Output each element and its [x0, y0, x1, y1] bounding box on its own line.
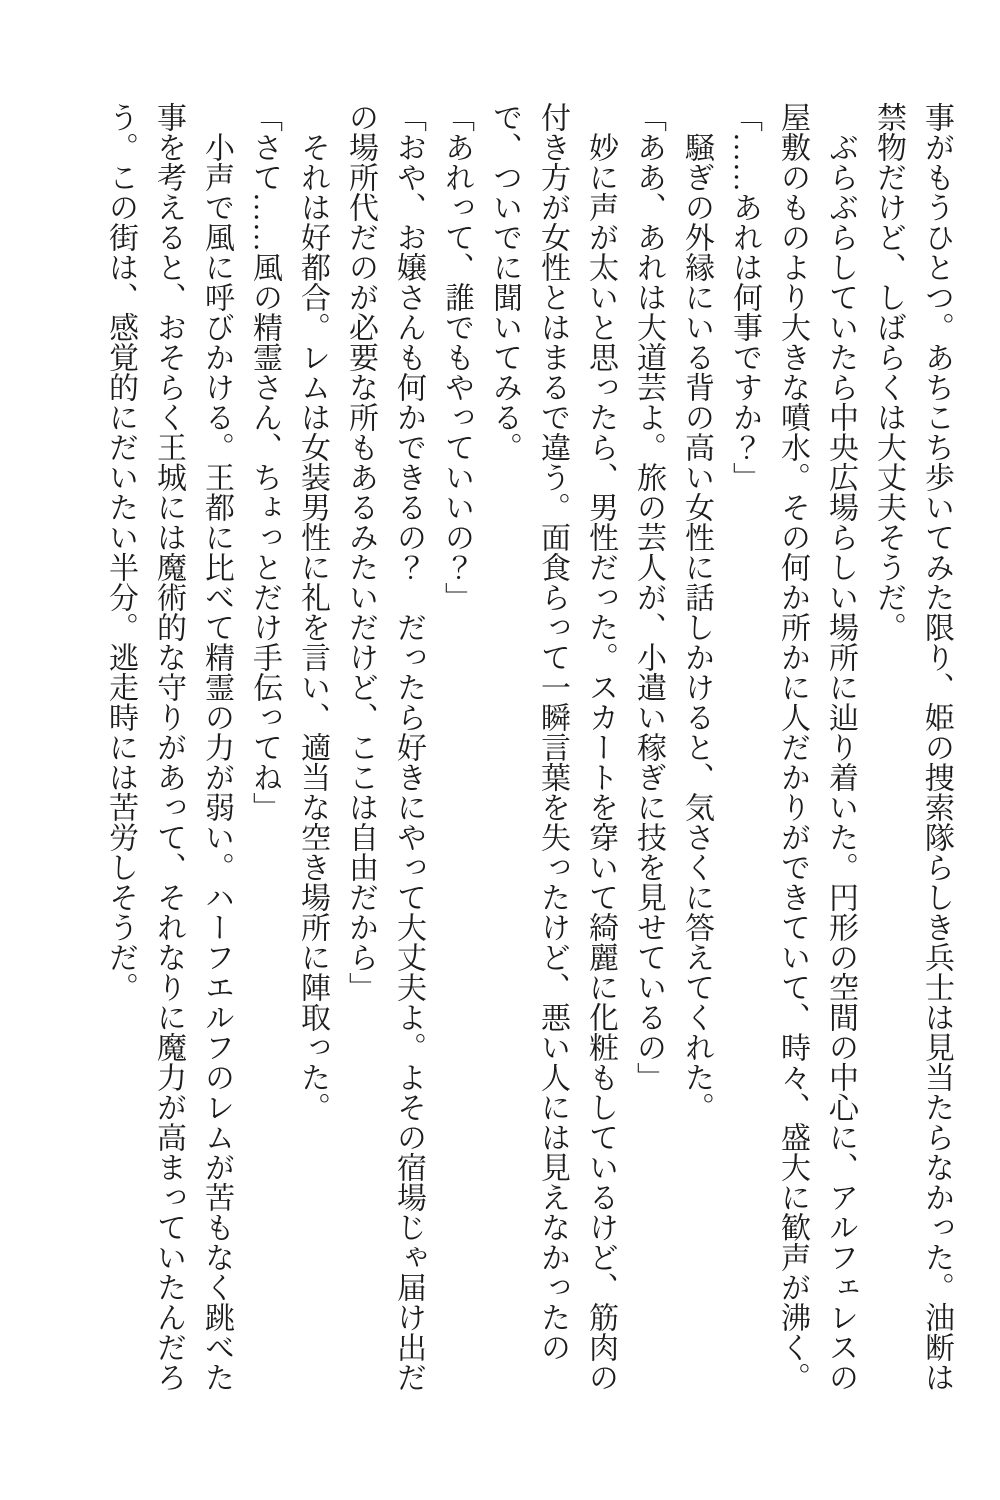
paragraph-narration: 騒ぎの外縁にいる背の高い女性に話しかけると、気さくに答えてくれた。: [680, 102, 713, 1122]
paragraph-narration: ぶらぶらしていたら中央広場らしい場所に辿り着いた。円形の空間の中心に、アルフェレスの屋敷のものより大きな噴水。その何か所かに人だかりができていて、時々、盛大に歓声が沸く。: [776, 102, 857, 1392]
paragraph-narration: それは好都合。レムは女装男性に礼を言い、適当な空き場所に陣取った。: [296, 102, 329, 1122]
paragraph-dialogue: 「さて……風の精霊さん、ちょっとだけ手伝ってね」: [248, 102, 281, 822]
paragraph-narration: 小声で風に呼びかける。王都に比べて精霊の力が弱い。ハーフエルフのレムが苦もなく跳べた事を考えると、おそらく王城には魔術的な守りがあって、それなりに魔力が高まっていたんだろう。この街は、感覚的にだいたい半分。逃走時には苦労しそうだ。: [104, 102, 233, 1392]
paragraph-dialogue: 「……あれは何事ですか？」: [728, 102, 761, 492]
page-text-block: [96, 102, 960, 1394]
paragraph-dialogue: 「おや、お嬢さんも何かできるの？ だったら好きにやって大丈夫よ。よその宿場じゃ届け出だの場所代だのが必要な所もあるみたいだけど、ここは自由だから」: [344, 102, 425, 1392]
paragraph-dialogue: 「ああ、あれは大道芸よ。旅の芸人が、小遣い稼ぎに技を見せているの」: [632, 102, 665, 1092]
paragraph-narration: 事がもうひとつ。あちこち歩いてみた限り、姫の捜索隊らしき兵士は見当たらなかった。油断は禁物だけど、しばらくは大丈夫そうだ。: [872, 102, 953, 1392]
paragraph-dialogue: 「あれって、誰でもやっていいの？」: [440, 102, 473, 612]
paragraph-narration: 妙に声が太いと思ったら、男性だった。スカートを穿いて綺麗に化粧もしているけど、筋肉の付き方が女性とはまるで違う。面食らって一瞬言葉を失ったけど、悪い人には見えなかったので、ついでに聞いてみる。: [488, 102, 617, 1392]
